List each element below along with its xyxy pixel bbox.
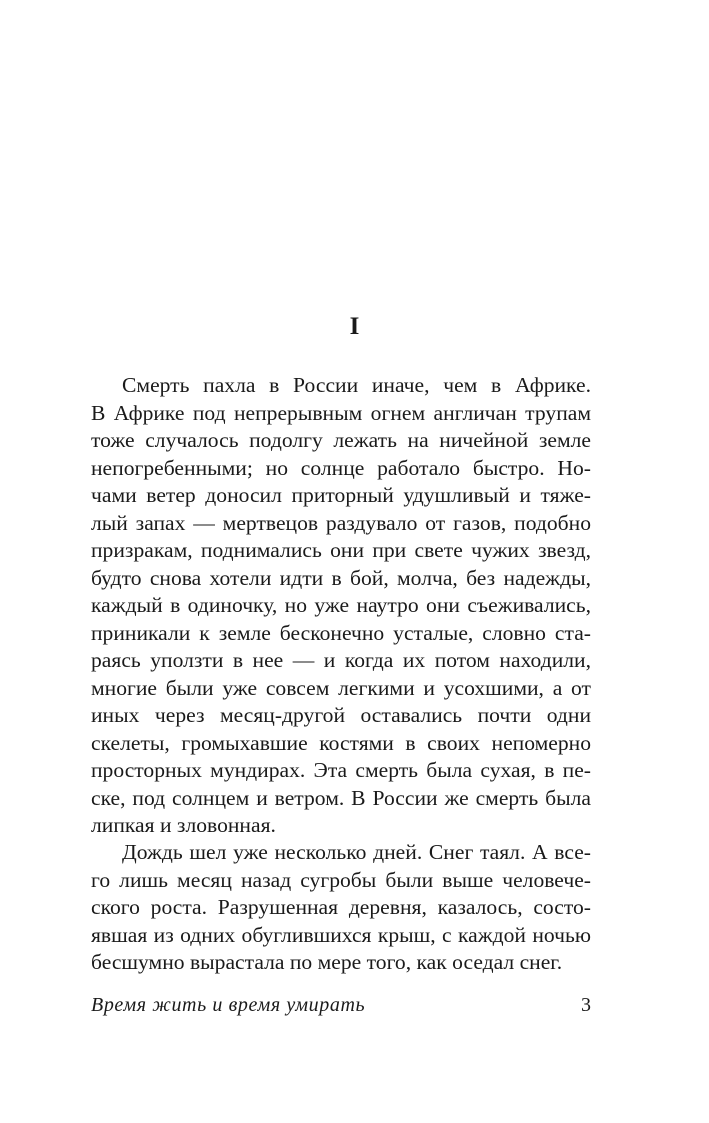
chapter-heading: I bbox=[349, 313, 360, 340]
text-line: скелеты, громыхавшие костями в своих непомерно bbox=[91, 730, 591, 755]
paragraph-1 bbox=[91, 372, 591, 840]
page-footer bbox=[91, 994, 591, 1017]
text-line: тоже случалось подолгу лежать на ничейной земле bbox=[91, 428, 591, 452]
text-line: непогребенными; но солнце работало быстро. Но- bbox=[91, 455, 591, 480]
text-line: раясь уползти в нее — и когда их потом находили, bbox=[91, 648, 591, 672]
text-line: явшая из одних обуглившихся крыш, с каждой ночью bbox=[91, 922, 591, 947]
text-line: просторных мундирах. Эта смерть была сухая, в пе- bbox=[91, 758, 591, 782]
text-line: В Африке под непрерывным огнем англичан трупам bbox=[91, 400, 591, 425]
text-line: многие были уже совсем легкими и усохшими, а от bbox=[91, 675, 591, 700]
text-line: Смерть пахла в России иначе, чем в Африке. bbox=[122, 373, 591, 397]
text-line: чами ветер доносил приторный удушливый и тяже- bbox=[91, 483, 591, 507]
text-line: ского роста. Разрушенная деревня, казалось, состо- bbox=[91, 895, 591, 919]
text-line: каждый в одиночку, но уже наутро они съеживались, bbox=[91, 593, 591, 617]
text-line: лый запах — мертвецов раздувало от газов, подобно bbox=[91, 510, 591, 535]
text-line: иных через месяц-другой оставались почти одни bbox=[91, 703, 591, 727]
text-line: призракам, поднимались они при свете чужих звезд, bbox=[91, 538, 591, 562]
text-line: Дождь шел уже несколько дней. Снег таял. А все- bbox=[122, 840, 591, 864]
text-line: го лишь месяц назад сугробы были выше человече- bbox=[91, 867, 591, 892]
page-number: 3 bbox=[581, 994, 591, 1016]
text-line: липкая и зловонная. bbox=[91, 813, 276, 837]
running-title: Время жить и время умирать bbox=[91, 994, 366, 1016]
text-line: ске, под солнцем и ветром. В России же смерть была bbox=[91, 785, 591, 810]
text-line: приникали к земле бесконечно усталые, словно ста- bbox=[91, 620, 591, 645]
text-line: будто снова хотели идти в бой, молча, без надежды, bbox=[91, 565, 591, 590]
text-line: бесшумно вырастала по мере того, как оседал снег. bbox=[91, 950, 563, 974]
paragraph-2 bbox=[91, 839, 591, 977]
